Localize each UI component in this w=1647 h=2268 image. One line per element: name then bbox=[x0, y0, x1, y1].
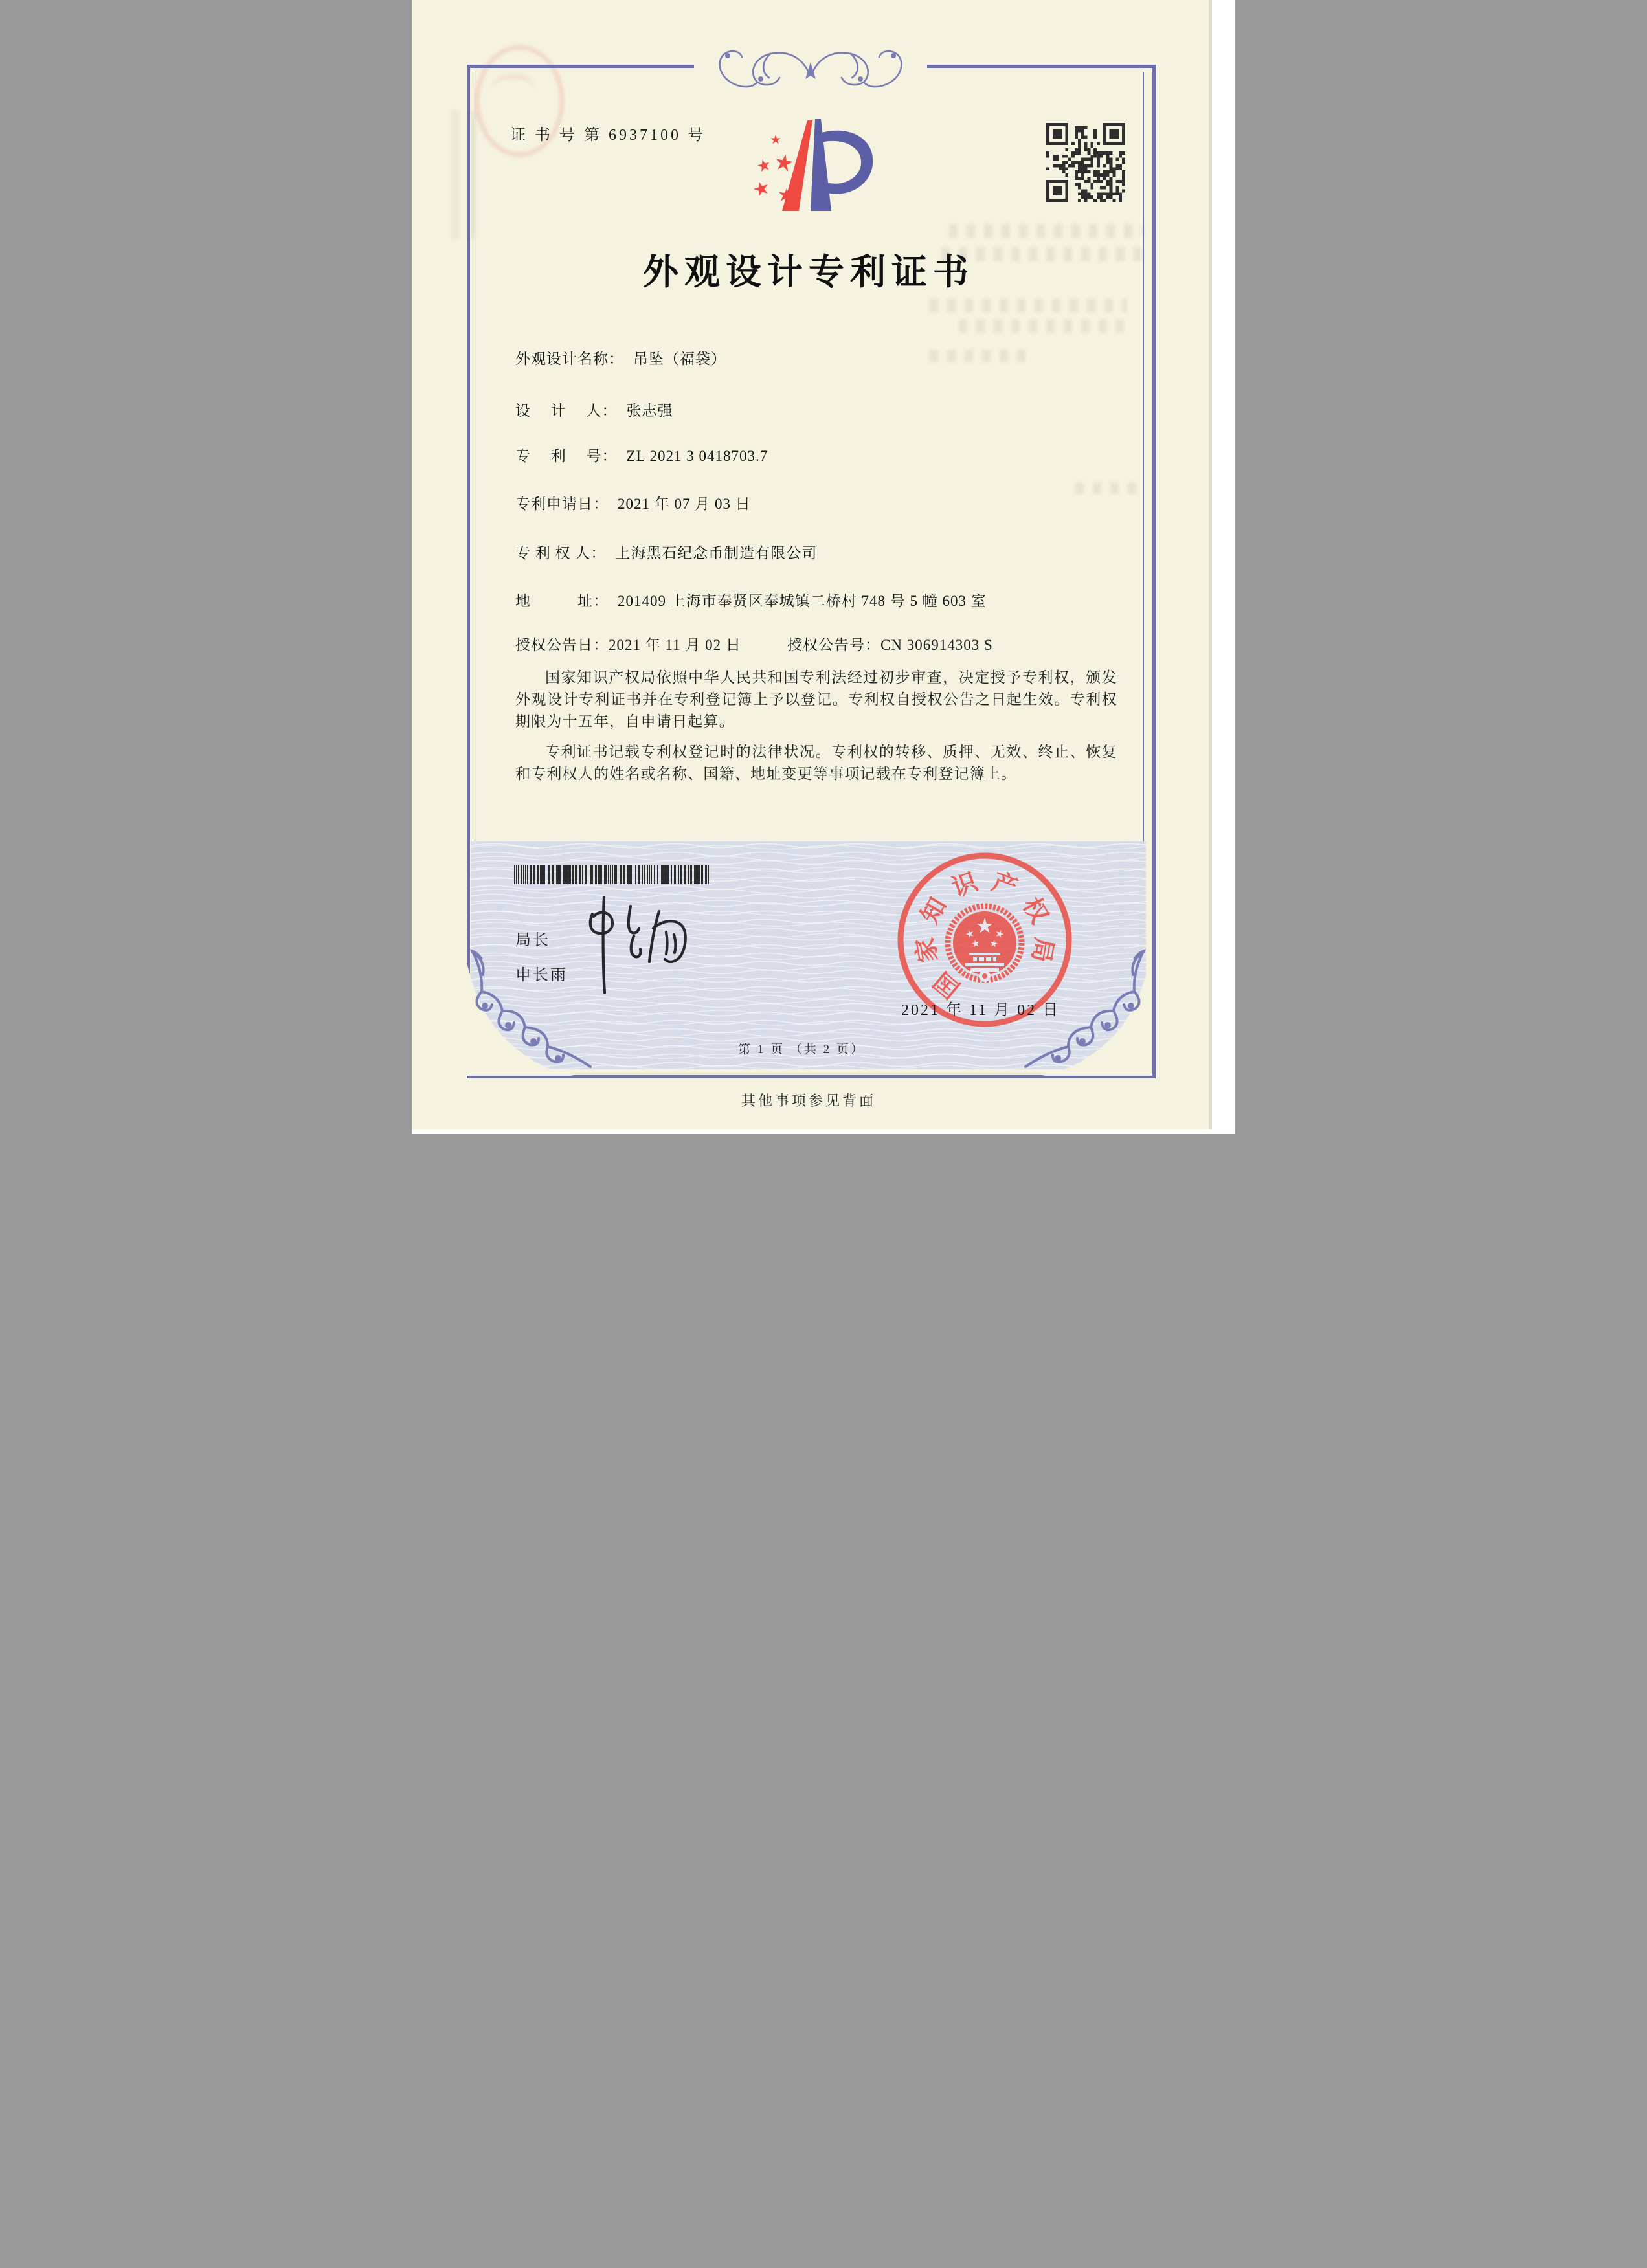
legal-paragraphs bbox=[515, 667, 1117, 794]
field-label: 专 利 权 人： bbox=[515, 545, 607, 561]
svg-text:国: 国 bbox=[929, 966, 966, 1003]
svg-text:知: 知 bbox=[916, 893, 952, 928]
field-value: 张志强 bbox=[626, 403, 673, 419]
field-value: ZL 2021 3 0418703.7 bbox=[626, 448, 768, 464]
scan-edge-right bbox=[1212, 0, 1235, 1134]
field-row-patentee bbox=[515, 541, 817, 562]
field-row-design-name bbox=[515, 347, 726, 368]
page-title: 外观设计专利证书 bbox=[642, 252, 974, 292]
svg-text:权: 权 bbox=[1017, 893, 1053, 928]
field-value: 吊坠（福袋） bbox=[633, 351, 726, 367]
field-value: 201409 上海市奉贤区奉城镇二桥村 748 号 5 幢 603 室 bbox=[618, 593, 987, 609]
field-row-patent-number bbox=[515, 444, 768, 465]
back-note: 其他事项参见背面 bbox=[741, 1093, 876, 1109]
ghost-smudge bbox=[451, 110, 476, 239]
issue-date: 2021 年 11 月 02 日 bbox=[901, 1002, 1060, 1019]
field-label: 外观设计名称： bbox=[515, 351, 624, 367]
top-flourish-ornament bbox=[694, 45, 927, 97]
field-label: 地 址： bbox=[515, 593, 609, 609]
ghost-smudge bbox=[959, 320, 1124, 333]
signer-title: 局长 bbox=[515, 932, 550, 949]
signature-handwriting bbox=[570, 895, 693, 998]
svg-text:家: 家 bbox=[912, 935, 943, 964]
field-row-designer bbox=[515, 399, 673, 420]
grant-number-value: CN 306914303 S bbox=[880, 637, 993, 653]
legal-paragraph-2: 专利证书记载专利权登记时的法律状况。专利权的转移、质押、无效、终止、恢复和专利权人的姓名或名称、国籍、地址变更等事项记载在专利登记簿上。 bbox=[515, 744, 1117, 782]
certificate-number: 证 书 号 第 6937100 号 bbox=[510, 127, 706, 144]
ghost-smudge bbox=[949, 224, 1143, 238]
page-footer: 第 1 页 （共 2 页） bbox=[738, 1043, 865, 1056]
cnipa-logo-icon bbox=[747, 117, 880, 215]
svg-text:产: 产 bbox=[988, 868, 1021, 902]
grant-date-label: 授权公告日： bbox=[515, 637, 609, 653]
legal-paragraph-1: 国家知识产权局依照中华人民共和国专利法经过初步审查，决定授予专利权，颁发外观设计专利证书并在专利登记簿上予以登记。专利权自授权公告之日起生效。专利权期限为十五年，自申请日起算。 bbox=[515, 669, 1117, 729]
grant-date-value: 2021 年 11 月 02 日 bbox=[609, 637, 741, 653]
grant-date bbox=[515, 633, 741, 654]
qr-code bbox=[1046, 123, 1125, 202]
field-row-address bbox=[515, 589, 987, 610]
grant-number-label: 授权公告号： bbox=[787, 637, 880, 653]
field-label: 专利申请日： bbox=[515, 496, 609, 512]
scan-edge-bottom bbox=[412, 1129, 1235, 1134]
field-value: 2021 年 07 月 03 日 bbox=[618, 496, 751, 512]
field-row-filing-date bbox=[515, 492, 751, 513]
svg-text:局: 局 bbox=[1026, 935, 1058, 964]
ghost-smudge bbox=[930, 350, 1027, 362]
patent-certificate-page bbox=[412, 0, 1235, 1134]
signer-printed-name: 申长雨 bbox=[515, 967, 568, 984]
grant-number bbox=[787, 633, 993, 654]
field-value: 上海黑石纪念币制造有限公司 bbox=[615, 545, 818, 561]
svg-text:识: 识 bbox=[948, 868, 981, 902]
ghost-smudge bbox=[930, 299, 1127, 312]
barcode bbox=[514, 865, 716, 884]
ghost-smudge bbox=[1075, 482, 1143, 494]
field-label: 专 利 号： bbox=[515, 448, 618, 464]
ghost-smudge bbox=[941, 247, 1143, 261]
field-label: 设 计 人： bbox=[515, 403, 618, 419]
